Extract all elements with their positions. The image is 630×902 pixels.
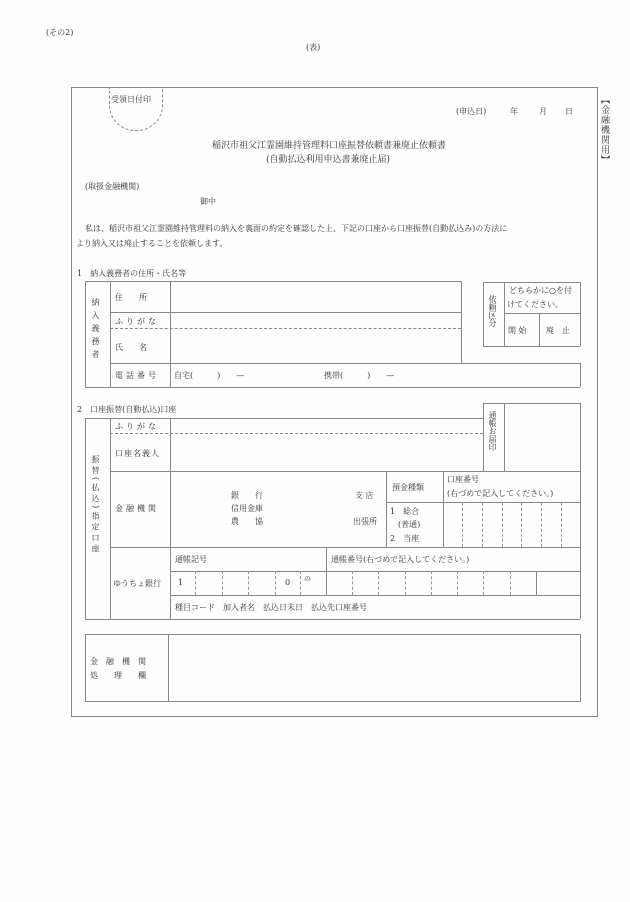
- yucho-footer: 種目コード 加入者名 払込日末日 払込先口座番号: [175, 603, 367, 612]
- symbol-suffix: 0: [285, 578, 291, 587]
- page-number: (その2): [46, 28, 74, 37]
- passbook-symbol-field[interactable]: [171, 572, 325, 594]
- symbol-prefix: 1: [178, 578, 184, 587]
- financial-institution-label: 金融機関: [115, 504, 159, 513]
- account-group-label: 振替(払込)指定口座: [91, 455, 100, 556]
- account-furigana-field[interactable]: [171, 419, 482, 433]
- account-number-label: 口座番号: [447, 475, 479, 484]
- start-option[interactable]: 開 始: [508, 326, 527, 335]
- honorific: 御中: [200, 197, 216, 206]
- form-title: 稲沢市祖父江霊園維持管理料口座振替依頼書兼廃止依頼書: [212, 141, 447, 151]
- account-number-note: (右づめで記入してください。): [447, 489, 554, 498]
- furigana-label: ふりがな: [115, 317, 159, 326]
- stop-option[interactable]: 廃 止: [546, 326, 570, 335]
- home-phone-field[interactable]: 自宅( ) —: [174, 371, 245, 380]
- address-label: 住 所: [115, 293, 147, 302]
- declaration-line1: 私は、稲沢市祖父江霊園維持管理料の納入を裏面の約定を確認した上、下記の口座から口座振替(自動払込み)の方法に: [85, 224, 508, 233]
- processing-box: [85, 634, 581, 702]
- side-tab: 【金融機関用】: [599, 95, 609, 165]
- request-instruction-2: けてください。: [507, 300, 563, 309]
- processing-label-2: 処 理 欄: [90, 671, 146, 680]
- passbook-symbol-label: 通帳記号: [175, 555, 207, 564]
- phone-label: 電話番号: [115, 371, 159, 380]
- date-year: 年: [510, 107, 518, 116]
- section2-heading: 2 口座振替(自動払込)口座: [77, 405, 177, 414]
- furigana-label-2: ふりがな: [115, 422, 159, 431]
- no-mark: の: [304, 575, 311, 583]
- section1-heading: 1 納入義務者の住所・氏名等: [77, 269, 187, 278]
- agri-coop-option: 農 協: [231, 517, 263, 526]
- date-day: 日: [565, 107, 573, 116]
- side-label: (表): [306, 43, 321, 52]
- bank-option: 銀 行: [231, 491, 263, 500]
- deposit-type-2[interactable]: 2 当座: [390, 534, 420, 543]
- branch-label: 支 店: [355, 491, 374, 500]
- name-label: 氏 名: [115, 343, 147, 352]
- account-holder-label: 口座名義人: [115, 449, 160, 458]
- request-type-label: 依頼区分: [488, 295, 497, 327]
- application-date-label: (申込日): [456, 107, 487, 116]
- processing-label-1: 金 融 機 関: [90, 657, 146, 666]
- institution-label: (取扱金融機関): [85, 182, 140, 191]
- seal-field[interactable]: [505, 404, 579, 470]
- form-subtitle: (自動払込利用申込書兼廃止届): [266, 155, 391, 165]
- office-label: 出張所: [353, 517, 377, 526]
- request-instruction-1: どちらかに○を付: [509, 286, 572, 295]
- deposit-type-1-note: (普通): [398, 520, 421, 529]
- furigana-field[interactable]: [171, 313, 460, 328]
- deposit-type-label: 預金種類: [392, 483, 424, 492]
- yucho-label: ゆうちょ銀行: [113, 579, 161, 588]
- account-number-field[interactable]: [444, 503, 579, 546]
- seal-label: 通帳お届印: [488, 411, 497, 451]
- address-field[interactable]: [171, 282, 460, 312]
- payer-group-label: 納入義務者: [91, 298, 100, 363]
- passbook-number-label: 通帳番号(右づめで記入してください。): [331, 555, 470, 564]
- account-holder-field[interactable]: [171, 434, 482, 470]
- passbook-number-field[interactable]: [327, 572, 535, 594]
- form-frame: [71, 87, 598, 717]
- declaration-line2: より納入又は廃止することを依頼します。: [76, 239, 228, 248]
- name-field[interactable]: [171, 329, 460, 363]
- stamp-label: 受領日付印: [111, 95, 151, 104]
- mobile-phone-field[interactable]: 携帯( ) —: [324, 371, 395, 380]
- date-month: 月: [539, 107, 547, 116]
- credit-union-option: 信用金庫: [231, 504, 263, 513]
- deposit-type-1[interactable]: 1 総合: [390, 507, 420, 516]
